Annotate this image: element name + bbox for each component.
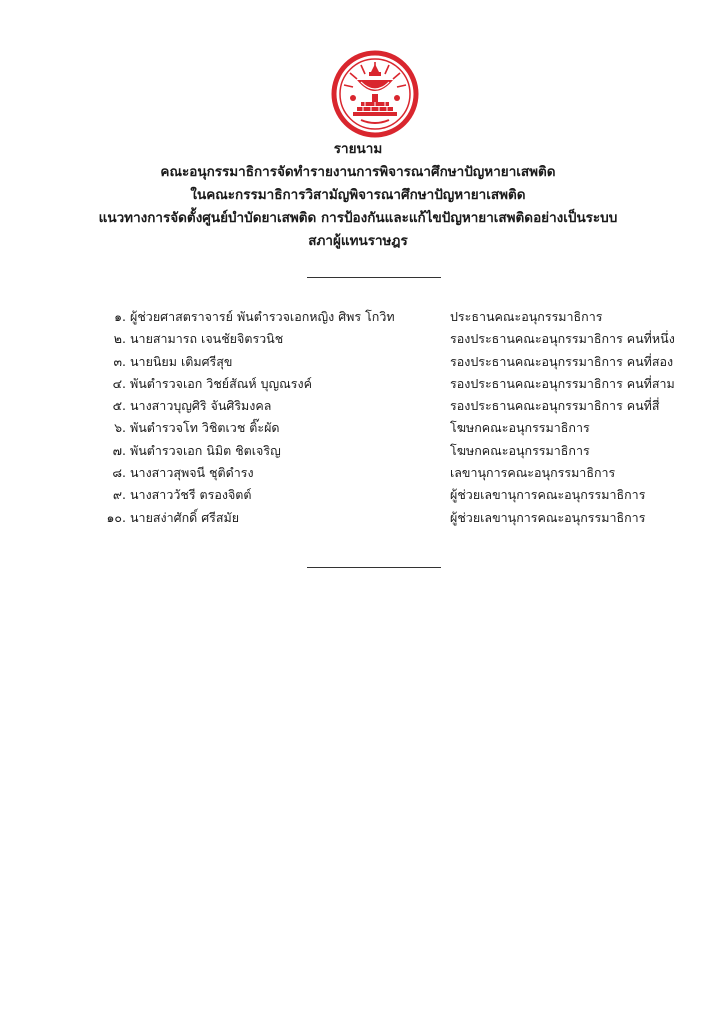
member-row [96, 307, 696, 329]
member-name: ผู้ช่วยศาสตราจารย์ พันตำรวจเอกหญิง ศิพร โกวิท [130, 309, 395, 324]
member-row [96, 418, 696, 440]
bottom-divider [307, 567, 441, 568]
heading-topic: แนวทางการจัดตั้งศูนย์บำบัดยาเสพติด การป้องกันและแก้ไขปัญหายาเสพติดอย่างเป็นระบบ [98, 210, 618, 226]
member-number: ๓. [113, 353, 126, 369]
member-row [96, 352, 696, 374]
member-name: นางสาววัชรี ตรองจิตต์ [130, 487, 252, 503]
member-number: ๗. [112, 442, 126, 458]
heading-subcommittee: คณะอนุกรรมาธิการจัดทำรายงานการพิจารณาศึกษาปัญหายาเสพติด [160, 164, 556, 180]
member-position: โฆษกคณะอนุกรรมาธิการ [450, 420, 590, 436]
member-name: นางสาวสุพจนี ชุติดำรง [130, 465, 254, 481]
member-row [96, 485, 696, 507]
member-number: ๘. [112, 465, 126, 481]
member-row [96, 463, 696, 485]
document-heading [40, 138, 676, 253]
member-number: ๑๐. [106, 509, 126, 525]
member-position: ผู้ช่วยเลขานุการคณะอนุกรรมาธิการ [450, 487, 646, 503]
member-row [96, 374, 696, 396]
member-name: พันตำรวจเอก วิชย์สัณห์ บุญณรงค์ [130, 375, 312, 391]
member-name: นายสง่าศักดิ์ ศรีสมัย [130, 509, 240, 525]
member-row [96, 508, 696, 530]
member-position: รองประธานคณะอนุกรรมาธิการ คนที่หนึ่ง [450, 331, 675, 347]
member-number: ๕. [112, 398, 126, 414]
member-name: นายสามารถ เจนชัยจิตรวนิช [130, 331, 284, 347]
heading-title: รายนาม [333, 141, 383, 157]
top-divider [307, 277, 441, 278]
member-name: นางสาวบุญศิริ จันศิริมงคล [130, 398, 272, 414]
member-row [96, 329, 696, 351]
member-row [96, 441, 696, 463]
member-number: ๔. [112, 375, 126, 391]
heading-house: สภาผู้แทนราษฎร [308, 233, 408, 249]
member-position: ประธานคณะอนุกรรมาธิการ [450, 309, 603, 324]
member-position: รองประธานคณะอนุกรรมาธิการ คนที่สาม [450, 375, 675, 391]
member-list [96, 307, 696, 530]
member-name: นายนิยม เติมศรีสุข [130, 353, 233, 369]
member-number: ๖. [114, 420, 126, 436]
member-position: เลขานุการคณะอนุกรรมาธิการ [450, 465, 616, 481]
member-position: รองประธานคณะอนุกรรมาธิการ คนที่สอง [450, 353, 674, 369]
member-row [96, 396, 696, 418]
member-number: ๙. [112, 487, 126, 503]
member-position: ผู้ช่วยเลขานุการคณะอนุกรรมาธิการ [450, 509, 646, 525]
member-name: พันตำรวจโท วิชิตเวช ติ๊ะผัด [130, 420, 280, 436]
member-name: พันตำรวจเอก นิมิต ชิตเจริญ [130, 442, 281, 458]
parliament-emblem-icon [331, 50, 419, 138]
member-position: โฆษกคณะอนุกรรมาธิการ [450, 442, 590, 458]
member-position: รองประธานคณะอนุกรรมาธิการ คนที่สี่ [450, 398, 660, 414]
member-number: ๑. [114, 309, 126, 324]
heading-committee: ในคณะกรรมาธิการวิสามัญพิจารณาศึกษาปัญหายาเสพติด [190, 187, 526, 203]
member-number: ๒. [113, 331, 126, 347]
